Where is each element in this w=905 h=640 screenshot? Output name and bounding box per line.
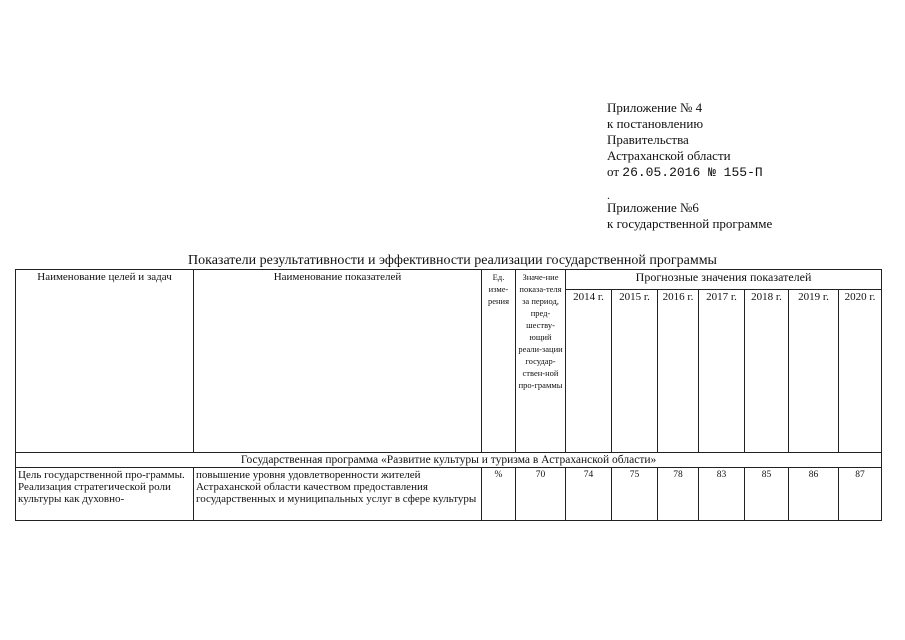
header-year: 2016 г. (658, 290, 699, 453)
header-indicators: Наименование показателей (194, 270, 482, 453)
annex-header-bottom (607, 200, 772, 232)
annex-authority: Правительства (607, 132, 689, 147)
annex-doc-number: № 155-П (700, 165, 763, 180)
goal-cell: Цель государственной про-граммы. Реализация стратегической роли культуры как духовно- (16, 468, 194, 521)
header-year: 2020 г. (839, 290, 882, 453)
header-base-value: Значе-ние показа-теля за период, пред-шеству-ющий реали-зации государ-ствен-ной про-граммы (516, 270, 566, 453)
table-title: Показатели результативности и эффективности реализации государственной программы (188, 253, 717, 268)
annex-region: Астраханской области (607, 148, 731, 163)
annex-program-ref: к государственной программе (607, 216, 773, 231)
header-row-1 (16, 270, 882, 290)
header-year: 2014 г. (566, 290, 612, 453)
program-title-row (16, 453, 882, 468)
annex-number-6: Приложение №6 (607, 200, 699, 215)
table-row (16, 468, 882, 521)
annex-header-top (607, 100, 763, 181)
indicator-cell: повышение уровня удовлетворенности жителей Астраханской области качеством предоставления государственных и муниципальных услуг в сфере культуры (194, 468, 482, 521)
annex-number: Приложение № 4 (607, 100, 703, 115)
value-2019: 86 (789, 468, 839, 521)
annex-date-line (607, 164, 763, 181)
annex-reference: к постановлению (607, 116, 704, 131)
separator-dot: . (607, 188, 610, 202)
header-forecast: Прогнозные значения показателей (566, 270, 882, 290)
value-2016: 78 (658, 468, 699, 521)
value-2020: 87 (839, 468, 882, 521)
program-title: Государственная программа «Развитие культуры и туризма в Астраханской области» (16, 453, 882, 468)
unit-cell: % (482, 468, 516, 521)
value-2018: 85 (745, 468, 789, 521)
header-year: 2015 г. (612, 290, 658, 453)
header-year: 2018 г. (745, 290, 789, 453)
annex-date: 26.05.2016 (622, 165, 701, 180)
base-value-cell: 70 (516, 468, 566, 521)
header-goals: Наименование целей и задач (16, 270, 194, 453)
header-year: 2017 г. (699, 290, 745, 453)
value-2014: 74 (566, 468, 612, 521)
value-2015: 75 (612, 468, 658, 521)
header-unit: Ед. изме-рения (482, 270, 516, 453)
indicators-table (15, 269, 882, 521)
annex-date-prefix: от (607, 164, 623, 179)
header-year: 2019 г. (789, 290, 839, 453)
value-2017: 83 (699, 468, 745, 521)
